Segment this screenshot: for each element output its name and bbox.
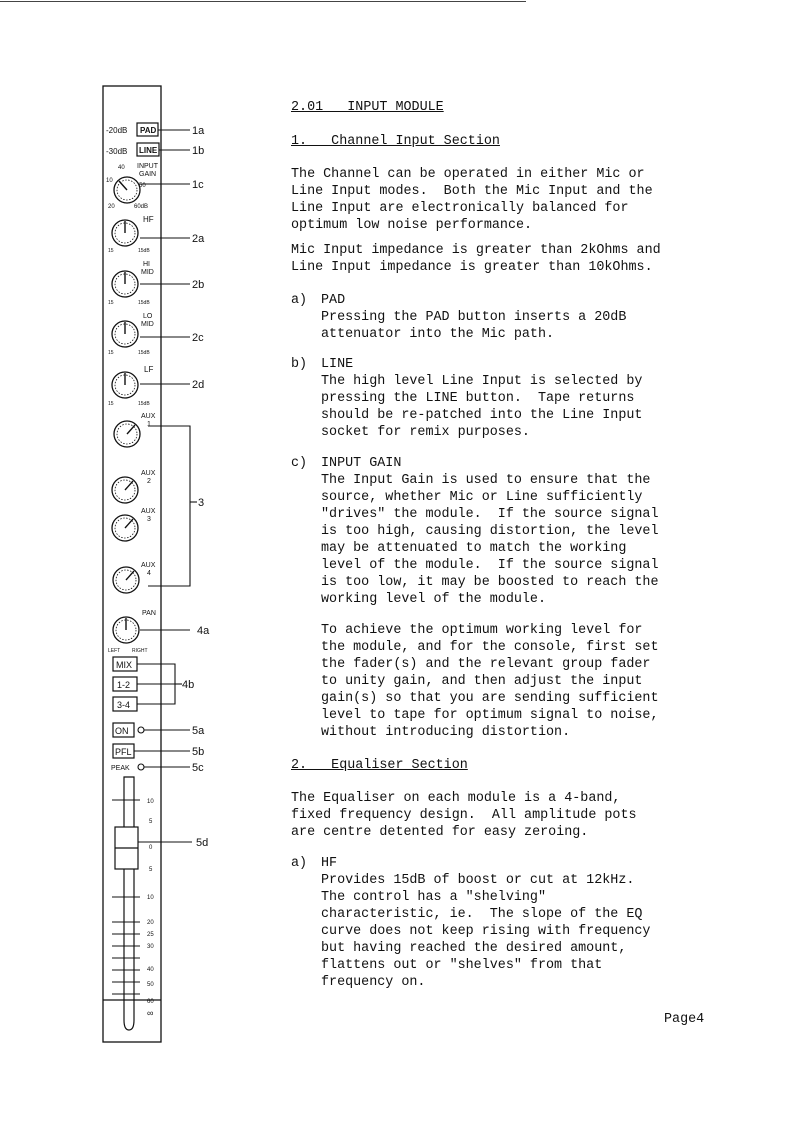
gain-tick-40: 40 bbox=[118, 165, 125, 171]
module-strip-svg bbox=[0, 0, 250, 1122]
fader-scale-50: 50 bbox=[147, 982, 154, 988]
peak-led bbox=[138, 764, 144, 770]
item-a-label: a) bbox=[291, 293, 308, 308]
lf-label: LF bbox=[144, 365, 154, 374]
fader-scale-25: 25 bbox=[147, 932, 154, 938]
item-c-line7: is too low, it may be boosted to reach the bbox=[321, 575, 659, 590]
s1-para3-line6: level to tape for optimum signal to noise, bbox=[321, 708, 659, 723]
aux1-label-2: 1 bbox=[147, 421, 151, 428]
item-a-line1: Pressing the PAD button inserts a 20dB bbox=[321, 310, 627, 325]
callout-5c: 5c bbox=[192, 762, 204, 774]
s1-para3-line3: the fader(s) and the relevant group fader bbox=[321, 657, 651, 672]
lf-tick-max: 15dB bbox=[138, 401, 150, 407]
himid-tick-max: 15dB bbox=[138, 300, 150, 306]
lomid-label-1: LO bbox=[143, 313, 153, 320]
hi-mid-knob bbox=[112, 271, 138, 297]
line-button-label: LINE bbox=[139, 146, 158, 155]
callout-5b: 5b bbox=[192, 746, 205, 758]
aux1-knob bbox=[114, 421, 140, 447]
mix-button-label: MIX bbox=[116, 660, 133, 670]
lomid-tick-min: 15 bbox=[108, 350, 114, 356]
pan-left-label: LEFT bbox=[108, 648, 121, 654]
s1-para3-line5: gain(s) so that you are sending sufficient bbox=[321, 691, 659, 706]
aux2-label-1: AUX bbox=[141, 470, 156, 477]
fader-scale-infinity: ∞ bbox=[147, 1008, 154, 1018]
item-a-line2: attenuator into the Mic path. bbox=[321, 327, 555, 342]
gain-tick-50: 50 bbox=[139, 183, 146, 189]
s1-para1-line3: Line Input are electronically balanced for bbox=[291, 201, 629, 216]
item-b-line4: socket for remix purposes. bbox=[321, 425, 530, 440]
eq-item-a-line5: but having reached the desired amount, bbox=[321, 941, 627, 956]
callout-1b: 1b bbox=[192, 145, 205, 157]
callout-1a: 1a bbox=[192, 125, 205, 137]
aux4-knob bbox=[113, 567, 139, 593]
gain-tick-20: 20 bbox=[108, 204, 115, 210]
pfl-button-label: PFL bbox=[115, 747, 132, 757]
aux2-knob bbox=[112, 477, 138, 503]
s1-para3-line7: without introducing distortion. bbox=[321, 725, 571, 740]
line-sublabel: -30dB bbox=[106, 147, 128, 156]
lomid-tick-max: 15dB bbox=[138, 350, 150, 356]
item-a-title: PAD bbox=[321, 293, 346, 308]
aux3-knob bbox=[112, 515, 138, 541]
input-gain-knob bbox=[114, 177, 140, 203]
aux3-label-1: AUX bbox=[141, 508, 156, 515]
route-3-4-label: 3-4 bbox=[117, 700, 131, 710]
eq-item-a-line2: The control has a "shelving" bbox=[321, 890, 546, 905]
eq-item-a-line7: frequency on. bbox=[321, 975, 426, 990]
s1-para3-line4: to unity gain, and then adjust the input bbox=[321, 674, 643, 689]
s2-para1-line2: fixed frequency design. All amplitude pots bbox=[291, 808, 637, 823]
himid-label-2: MID bbox=[141, 269, 154, 276]
pan-knob bbox=[113, 617, 139, 643]
eq-item-a-label: a) bbox=[291, 856, 308, 871]
eq-item-a-line4: curve does not keep rising with frequency bbox=[321, 924, 651, 939]
item-c-line4: is too high, causing distortion, the level bbox=[321, 524, 659, 539]
eq-item-a-line1: Provides 15dB of boost or cut at 12kHz. bbox=[321, 873, 635, 888]
gain-tick-10: 10 bbox=[106, 178, 113, 184]
aux4-label-2: 4 bbox=[147, 570, 151, 577]
fader-scale-10: 10 bbox=[147, 799, 154, 805]
on-led bbox=[138, 727, 144, 733]
gain-label-1: INPUT bbox=[137, 163, 158, 170]
himid-tick-min: 15 bbox=[108, 300, 114, 306]
s1-para1-line2: Line Input modes. Both the Mic Input and the bbox=[291, 184, 653, 199]
lomid-label-2: MID bbox=[141, 321, 154, 328]
fader-scale-40: 40 bbox=[147, 967, 154, 973]
eq-item-a-title: HF bbox=[321, 856, 338, 871]
fader-scale-60: 60 bbox=[147, 999, 154, 1005]
callout-3: 3 bbox=[198, 497, 205, 509]
item-c-line3: "drives" the module. If the source signal bbox=[321, 507, 659, 522]
peak-label: PEAK bbox=[111, 765, 130, 772]
pad-sublabel: -20dB bbox=[106, 126, 128, 135]
on-button-label: ON bbox=[115, 726, 129, 736]
s2-para1-line3: are centre detented for easy zeroing. bbox=[291, 825, 589, 840]
fader-scale-minus5: 5 bbox=[149, 867, 153, 873]
hf-tick-min: 15 bbox=[108, 248, 114, 254]
eq-item-a-line3: characteristic, ie. The slope of the EQ bbox=[321, 907, 643, 922]
item-c-line6: level of the module. If the source signal bbox=[321, 558, 659, 573]
s1-para1-line4: optimum low noise performance. bbox=[291, 218, 533, 233]
aux2-label-2: 2 bbox=[147, 478, 151, 485]
fader-scale-0: 0 bbox=[149, 845, 153, 851]
callout-2b: 2b bbox=[192, 279, 205, 291]
pad-button-label: PAD bbox=[140, 126, 157, 135]
item-c-line5: may be attenuated to match the working bbox=[321, 541, 627, 556]
fader-scale-minus10: 10 bbox=[147, 895, 154, 901]
callout-4a: 4a bbox=[197, 625, 210, 637]
callout-2d: 2d bbox=[192, 379, 205, 391]
item-c-line1: The Input Gain is used to ensure that the bbox=[321, 473, 651, 488]
callout-2c: 2c bbox=[192, 332, 204, 344]
callout-4b: 4b bbox=[182, 679, 195, 691]
hf-knob bbox=[112, 220, 138, 246]
fader-scale-5: 5 bbox=[149, 819, 153, 825]
fader-scale-20: 20 bbox=[147, 920, 154, 926]
aux1-label-1: AUX bbox=[141, 413, 156, 420]
s1-para1-line1: The Channel can be operated in either Mic or bbox=[291, 167, 645, 182]
item-c-label: c) bbox=[291, 456, 308, 471]
lf-knob bbox=[112, 372, 138, 398]
hf-tick-max: 15dB bbox=[138, 248, 150, 254]
eq-item-a-line6: flattens out or "shelves" from that bbox=[321, 958, 603, 973]
section1-title: 1. Channel Input Section bbox=[291, 134, 500, 149]
callout-1c: 1c bbox=[192, 179, 204, 191]
pan-label: PAN bbox=[142, 610, 156, 617]
fader-scale-30: 30 bbox=[147, 944, 154, 950]
item-c-line8: working level of the module. bbox=[321, 592, 546, 607]
item-c-line2: source, whether Mic or Line sufficiently bbox=[321, 490, 643, 505]
hf-label: HF bbox=[143, 215, 154, 224]
fader-slot bbox=[124, 777, 134, 1030]
item-b-line1: The high level Line Input is selected by bbox=[321, 374, 643, 389]
section-heading: 2.01 INPUT MODULE bbox=[291, 100, 444, 115]
s1-para3-line2: the module, and for the console, first set bbox=[321, 640, 659, 655]
section2-title: 2. Equaliser Section bbox=[291, 758, 468, 773]
item-b-line3: should be re-patched into the Line Input bbox=[321, 408, 643, 423]
pan-right-label: RIGHT bbox=[132, 648, 148, 654]
callout-lines bbox=[134, 130, 197, 842]
input-module-diagram bbox=[0, 0, 250, 1122]
route-1-2-label: 1-2 bbox=[117, 680, 131, 690]
item-b-line2: pressing the LINE button. Tape returns bbox=[321, 391, 635, 406]
aux4-label-1: AUX bbox=[141, 562, 156, 569]
page-number: Page4 bbox=[664, 1012, 705, 1027]
s1-para2-line2: Line Input impedance is greater than 10kOhms. bbox=[291, 260, 653, 275]
lo-mid-knob bbox=[112, 321, 138, 347]
callout-2a: 2a bbox=[192, 233, 205, 245]
item-b-label: b) bbox=[291, 357, 308, 372]
himid-label-1: HI bbox=[143, 261, 150, 268]
item-b-title: LINE bbox=[321, 357, 354, 372]
lf-tick-min: 15 bbox=[108, 401, 114, 407]
s2-para1-line1: The Equaliser on each module is a 4-band, bbox=[291, 791, 621, 806]
callout-5a: 5a bbox=[192, 725, 205, 737]
s1-para3-line1: To achieve the optimum working level for bbox=[321, 623, 643, 638]
aux3-label-2: 3 bbox=[147, 516, 151, 523]
s1-para2-line1: Mic Input impedance is greater than 2kOhms and bbox=[291, 243, 661, 258]
gain-tick-60: 60dB bbox=[134, 204, 149, 210]
callout-5d: 5d bbox=[196, 837, 209, 849]
item-c-title: INPUT GAIN bbox=[321, 456, 402, 471]
gain-label-2: GAIN bbox=[139, 171, 157, 178]
